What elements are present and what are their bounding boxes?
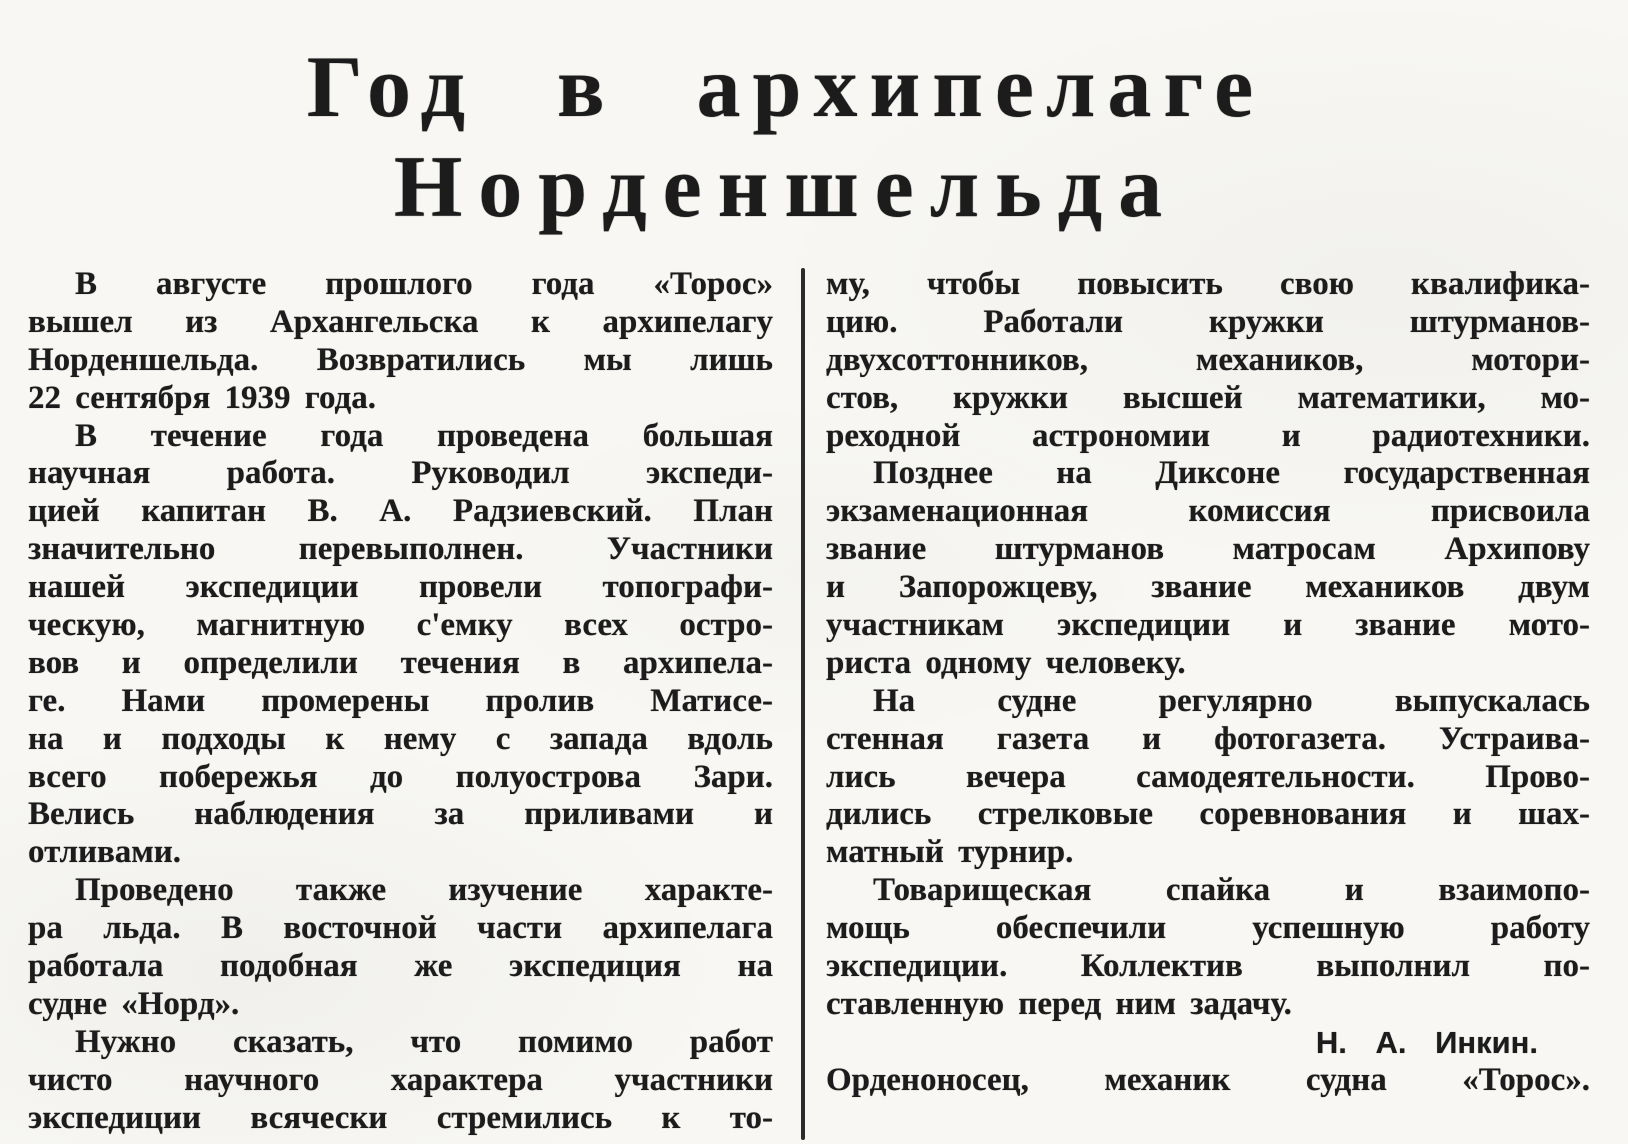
- text-line: вов и определили течения в архипела-: [28, 644, 773, 681]
- text-line: цией капитан В. А. Радзиевский. План: [28, 493, 773, 530]
- text-line: всего побережья до полуострова Зари.: [28, 758, 773, 795]
- text-line: На судне регулярно выпускалась: [873, 682, 1590, 719]
- text-line: 22 сентября 1939 года.: [28, 379, 376, 416]
- article-title-line2: Норденшельда: [393, 139, 1179, 236]
- text-line: Норденшельда. Возвратились мы лишь: [28, 341, 773, 378]
- text-line: экспедиции всячески стремились к то-: [28, 1099, 773, 1136]
- text-line: нашей экспедиции провели топографи-: [28, 569, 773, 606]
- text-line: му, чтобы повысить свою квалифика-: [826, 266, 1590, 302]
- text-line: чисто научного характера участники: [28, 1061, 773, 1098]
- text-line: мощь обеспечили успешную работу: [826, 910, 1590, 947]
- text-line: ческую, магнитную с'емку всех остро-: [28, 607, 773, 644]
- text-line: значительно перевыполнен. Участники: [28, 531, 773, 568]
- text-line: риста одному человеку.: [826, 644, 1186, 681]
- text-line: звание штурманов матросам Архипову: [826, 531, 1590, 568]
- left-column: [28, 266, 773, 1137]
- text-line: научная работа. Руководил экспеди-: [28, 455, 773, 492]
- text-line: и Запорожцеву, звание механиков двум: [826, 569, 1590, 606]
- text-line: лись вечера самодеятельности. Прово-: [826, 758, 1590, 795]
- text-line: Проведено также изучение характе-: [75, 872, 773, 909]
- byline-role: Орденоносец, механик судна «Торос».: [826, 1061, 1590, 1098]
- text-line: Велись наблюдения за приливами и: [28, 796, 773, 833]
- text-line: ге. Нами промерены пролив Матисе-: [28, 682, 773, 719]
- article-title: [0, 38, 1572, 238]
- right-column: [826, 266, 1590, 1100]
- text-line: судне «Норд».: [28, 985, 240, 1022]
- text-line: работала подобная же экспедиция на: [28, 948, 773, 985]
- text-line: экспедиции. Коллектив выполнил по-: [826, 948, 1590, 985]
- text-line: двухсоттонников, механиков, мотори-: [826, 341, 1590, 378]
- byline-author: Н. А. Инкин.: [1315, 1024, 1538, 1060]
- text-line: цию. Работали кружки штурманов-: [826, 303, 1590, 340]
- text-line: Позднее на Диксоне государственная: [873, 455, 1590, 492]
- text-line: В августе прошлого года «Торос»: [75, 266, 773, 302]
- text-line: реходной астрономии и радиотехники.: [826, 417, 1590, 454]
- text-line: на и подходы к нему с запада вдоль: [28, 720, 773, 757]
- text-line: стов, кружки высшей математики, мо-: [826, 379, 1590, 416]
- text-line: В течение года проведена большая: [75, 417, 773, 454]
- text-line: отливами.: [28, 834, 182, 871]
- text-line: ра льда. В восточной части архипелага: [28, 910, 773, 947]
- column-divider-rule: [801, 268, 805, 1140]
- text-line: дились стрелковые соревнования и шах-: [826, 796, 1590, 833]
- text-line: Нужно сказать, что помимо работ: [75, 1023, 773, 1060]
- text-line: экзаменационная комиссия присвоила: [826, 493, 1590, 530]
- text-line: участникам экспедиции и звание мото-: [826, 607, 1590, 644]
- text-line: матный турнир.: [826, 834, 1074, 871]
- text-line: Товарищеская спайка и взаимопо-: [873, 872, 1590, 909]
- text-line: ставленную перед ним задачу.: [826, 985, 1292, 1022]
- text-line: стенная газета и фотогазета. Устраива-: [826, 720, 1590, 757]
- article-body: [0, 266, 1628, 1144]
- article-title-line1: Год в архипелаге: [306, 39, 1266, 136]
- text-line: вышел из Архангельска к архипелагу: [28, 303, 773, 340]
